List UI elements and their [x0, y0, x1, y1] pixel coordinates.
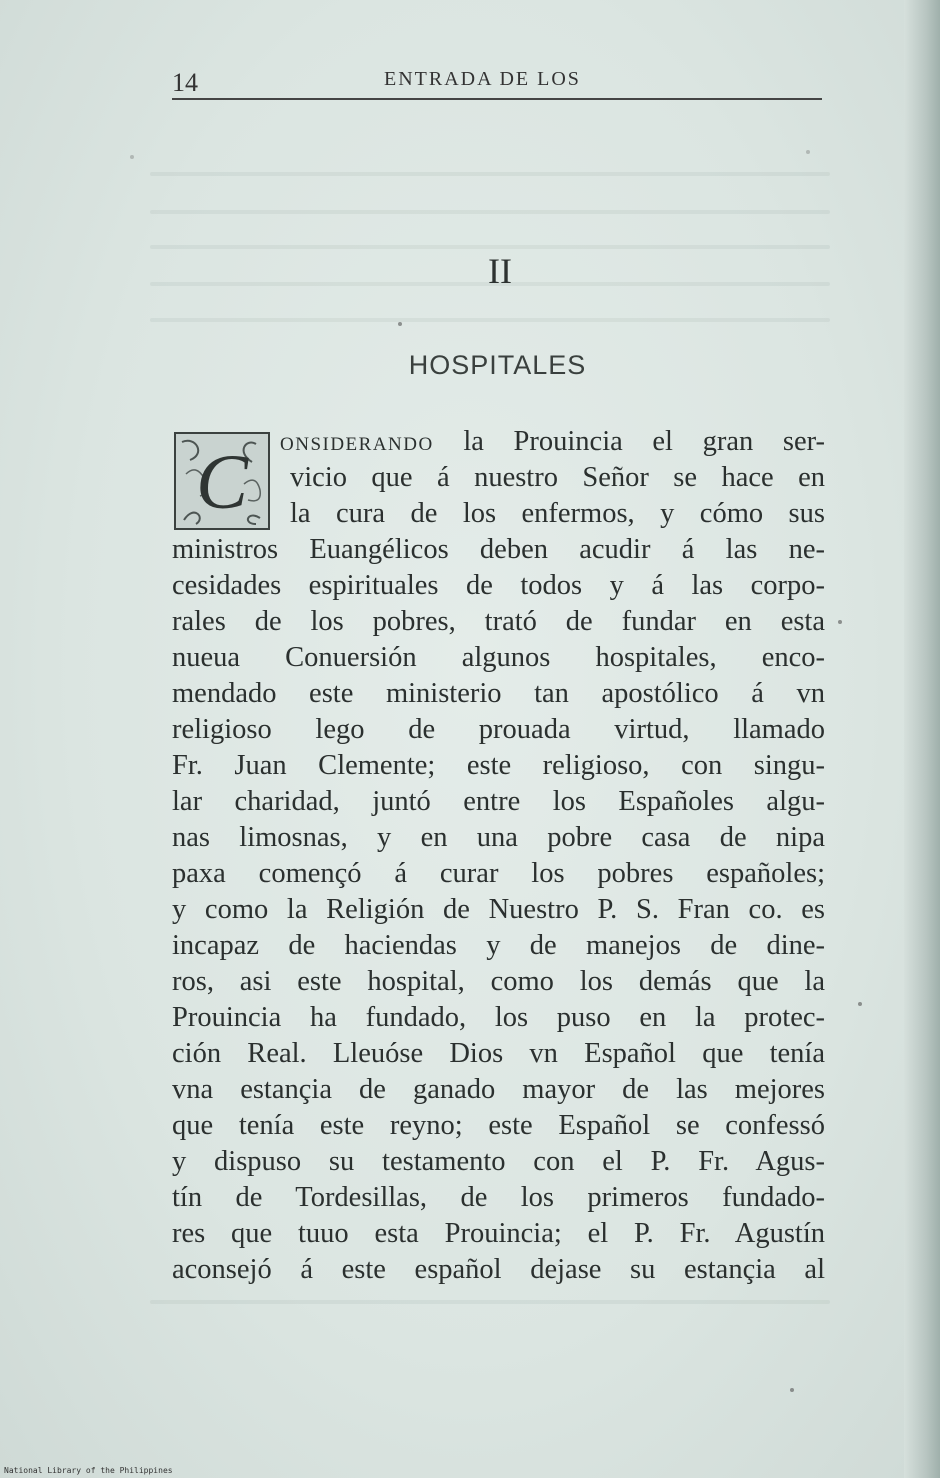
text-line: ONSIDERANDO la Prouincia el gran ser-: [280, 426, 826, 457]
svg-text:C: C: [195, 438, 249, 525]
text-line: y como la Religión de Nuestro P. S. Fran co. es: [172, 894, 825, 925]
text-line: la cura de los enfermos, y cómo sus: [290, 498, 825, 529]
text-line: paxa començó á curar los pobres españoles;: [172, 858, 825, 889]
text-line: vicio que á nuestro Señor se hace en: [290, 462, 825, 493]
text-line: incapaz de haciendas y de manejos de dine-: [172, 930, 825, 961]
text-line: rales de los pobres, trató de fundar en esta: [172, 606, 825, 637]
bleed-through: [150, 172, 830, 176]
chapter-number: II: [488, 251, 512, 291]
bleed-through: [150, 318, 830, 322]
text-line: lar charidad, juntó entre los Españoles algu-: [172, 786, 825, 817]
small-caps-word: ONSIDERANDO: [280, 434, 434, 455]
text-line: Prouincia ha fundado, los puso en la protec-: [172, 1002, 825, 1033]
page-edge-shadow: [904, 0, 940, 1478]
text-line: aconsejó á este español dejase su estançia al: [172, 1254, 825, 1285]
library-credit: National Library of the Philippines: [4, 1466, 173, 1475]
text-line: mendado este ministerio tan apostólico á vn: [172, 678, 825, 709]
text-line: ción Real. Lleuóse Dios vn Español que tenía: [172, 1038, 825, 1069]
text-line: ros, asi este hospital, como los demás que la: [172, 966, 825, 997]
scan-speck: [838, 620, 842, 624]
scan-speck: [398, 322, 402, 326]
bleed-through: [150, 1300, 830, 1304]
scan-speck: [858, 1002, 862, 1006]
bleed-through: [150, 245, 830, 249]
scan-speck: [790, 1388, 794, 1392]
text-line: ministros Euangélicos deben acudir á las ne-: [172, 534, 825, 565]
text-line: tín de Tordesillas, de los primeros fundado-: [172, 1182, 825, 1213]
text-line: que tenía este reyno; este Español se confessó: [172, 1110, 825, 1141]
text-line: vna estançia de ganado mayor de las mejores: [172, 1074, 825, 1105]
header-rule: [172, 98, 822, 100]
chapter-title: HOSPITALES: [408, 350, 587, 380]
scan-speck: [130, 155, 134, 159]
text-line: Fr. Juan Clemente; este religioso, con singu-: [172, 750, 825, 781]
drop-cap: [174, 432, 270, 530]
running-head: ENTRADA DE LOS: [384, 68, 581, 90]
page-header: [172, 62, 822, 102]
text-line: nueua Conuersión algunos hospitales, enco-: [172, 642, 825, 673]
bleed-through: [150, 210, 830, 214]
scan-speck: [806, 150, 810, 154]
ornamental-initial-icon: [176, 434, 268, 528]
text-line: religioso lego de prouada virtud, llamado: [172, 714, 825, 745]
text-line: res que tuuo esta Prouincia; el P. Fr. Agustín: [172, 1218, 825, 1249]
text-line: cesidades espirituales de todos y á las corpo-: [172, 570, 825, 601]
page-number: 14: [172, 68, 198, 97]
text-line: y dispuso su testamento con el P. Fr. Agus-: [172, 1146, 825, 1177]
text-line: nas limosnas, y en una pobre casa de nipa: [172, 822, 825, 853]
